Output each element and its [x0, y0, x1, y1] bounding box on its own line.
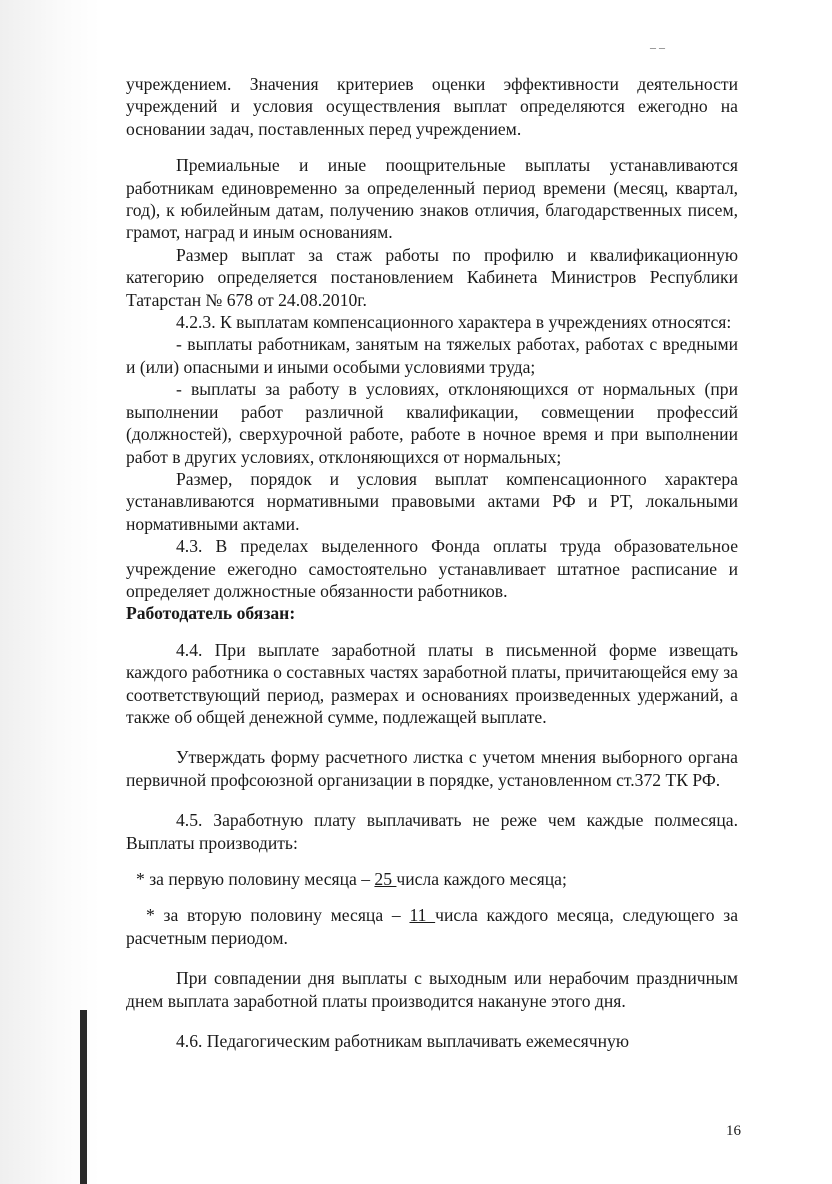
paragraph-4-6: 4.6. Педагогическим работникам выплачивать ежемесячную: [176, 1031, 629, 1052]
paragraph-compensation-size: Размер, порядок и условия выплат компенсационного характера устанавливаются нормативными правовыми актами РФ и РТ, локальными нормативными актами.: [126, 468, 738, 534]
payment-second-half-prefix: * за вторую половину месяца –: [146, 905, 410, 926]
document-page: [126, 73, 738, 1052]
section-heading-employer-obliged: Работодатель обязан:: [126, 603, 296, 624]
list-item-hard-work: - выплаты работникам, занятым на тяжелых работах, работах с вредными и (или) опасными и иными особыми условиями труда;: [126, 334, 738, 377]
payment-first-half-suffix: числа каждого месяца;: [396, 869, 567, 889]
payment-second-half-suffix: числа каждого месяца, следующего за расчетным периодом.: [126, 905, 738, 948]
paragraph-4-4: 4.4. При выплате заработной платы в письменной форме извещать каждого работника о составных частях заработной платы, причитающейся ему за соответствующий период, размерах и основаниях произведенных удержаний, а также об общей денежной сумме, подлежащей выплате.: [126, 639, 738, 727]
payment-first-half: [126, 868, 738, 890]
paragraph-4-5: 4.5. Заработную плату выплачивать не реже чем каждые полмесяца. Выплаты производить:: [126, 810, 738, 853]
paragraph-seniority-payments: Размер выплат за стаж работы по профилю и квалификационную категорию определяется постановлением Кабинета Министров Республики Татарстан № 678 от 24.08.2010г.: [126, 244, 738, 310]
scan-edge: [0, 0, 100, 1184]
list-item-deviating-conditions: - выплаты за работу в условиях, отклоняющихся от нормальных (при выполнении работ различной квалификации, совмещении профессий (должностей), сверхурочной работе, работе в ночное время и при выполнении работ в других условиях, отклоняющихся от нормальных;: [126, 379, 738, 467]
payment-second-half: [126, 904, 738, 949]
page-number: 16: [726, 1123, 741, 1139]
paragraph-holiday-rule: При совпадении дня выплаты с выходным или нерабочим праздничным днем выплата заработной платы производится накануне этого дня.: [126, 968, 738, 1011]
scan-artifact-mark: – –: [650, 40, 665, 54]
payment-first-half-day: 25: [374, 869, 397, 889]
payment-second-half-day: 11: [409, 905, 436, 926]
paragraph-continuation: учреждением. Значения критериев оценки эффективности деятельности учреждений и условия осуществления выплат определяются ежегодно на основании задач, поставленных перед учреждением.: [126, 74, 738, 139]
binding-mark: [80, 1010, 87, 1184]
paragraph-pay-slip: Утверждать форму расчетного листка с учетом мнения выборного органа первичной профсоюзной организации в порядке, установленном ст.372 ТК РФ.: [126, 747, 738, 790]
payment-first-half-prefix: * за первую половину месяца –: [136, 869, 375, 889]
paragraph-bonus-payments: Премиальные и иные поощрительные выплаты устанавливаются работникам единовременно за определенный период времени (месяц, квартал, год), к юбилейным датам, получению знаков отличия, благодарственных писем, грамот, наград и иным основаниям.: [126, 155, 738, 243]
paragraph-4-3: 4.3. В пределах выделенного Фонда оплаты труда образовательное учреждение ежегодно самостоятельно устанавливает штатное расписание и определяет должностные обязанности работников.: [126, 536, 738, 601]
paragraph-4-2-3: 4.2.3. К выплатам компенсационного характера в учреждениях относятся:: [176, 312, 732, 333]
